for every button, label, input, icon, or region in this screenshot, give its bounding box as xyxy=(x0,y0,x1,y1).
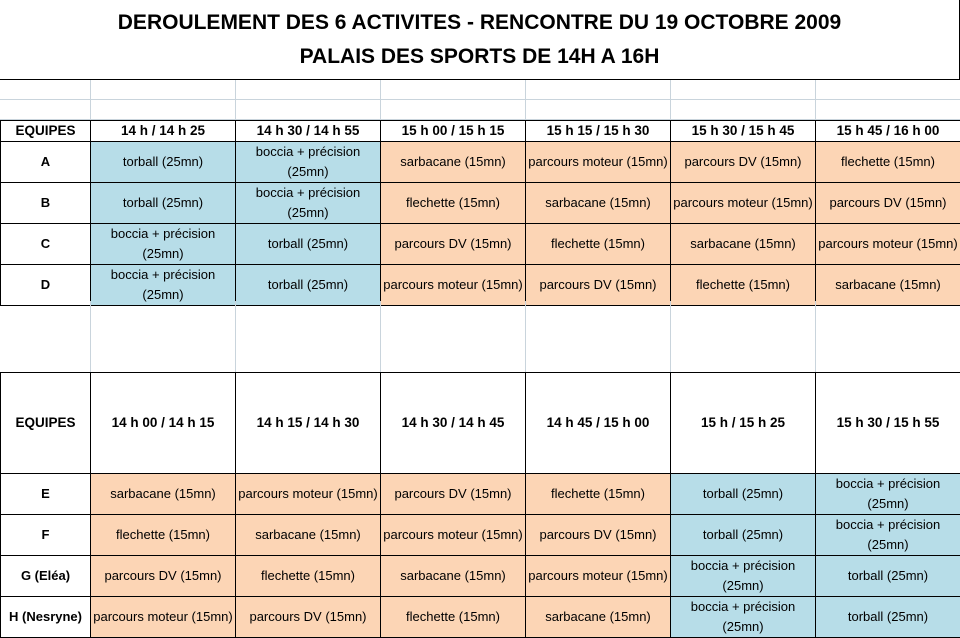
activity-cell: parcours DV (15mn) xyxy=(671,142,816,183)
table-row xyxy=(1,515,960,556)
activity-cell: sarbacane (15mn) xyxy=(526,183,671,224)
activity-cell: flechette (15mn) xyxy=(91,515,236,556)
activity-cell: sarbacane (15mn) xyxy=(526,597,671,638)
activity-cell: sarbacane (15mn) xyxy=(381,142,526,183)
activity-cell: sarbacane (15mn) xyxy=(671,224,816,265)
column-header-teams: EQUIPES xyxy=(1,373,91,474)
activity-cell: boccia + précision (25mn) xyxy=(236,183,381,224)
column-header-timeslot: 15 h 45 / 16 h 00 xyxy=(816,121,960,142)
activity-cell: parcours moteur (15mn) xyxy=(236,474,381,515)
activity-cell: parcours moteur (15mn) xyxy=(671,183,816,224)
empty-grid-spacer xyxy=(0,301,960,372)
activity-cell: parcours DV (15mn) xyxy=(91,556,236,597)
table-row xyxy=(1,183,960,224)
activity-cell: parcours DV (15mn) xyxy=(381,224,526,265)
schedule-table-1 xyxy=(0,120,960,306)
activity-cell: flechette (15mn) xyxy=(381,183,526,224)
column-header-timeslot: 15 h / 15 h 25 xyxy=(671,373,816,474)
activity-cell: sarbacane (15mn) xyxy=(381,556,526,597)
column-header-timeslot: 15 h 30 / 15 h 45 xyxy=(671,121,816,142)
table-row xyxy=(1,224,960,265)
activity-cell: torball (25mn) xyxy=(236,224,381,265)
team-label: G (Eléa) xyxy=(1,556,91,597)
column-header-timeslot: 14 h 15 / 14 h 30 xyxy=(236,373,381,474)
team-label: A xyxy=(1,142,91,183)
activity-cell: flechette (15mn) xyxy=(526,474,671,515)
activity-cell: torball (25mn) xyxy=(816,556,960,597)
document-title xyxy=(0,0,960,80)
table-row xyxy=(1,597,960,638)
table-row xyxy=(1,474,960,515)
column-header-timeslot: 15 h 30 / 15 h 55 xyxy=(816,373,960,474)
team-label: F xyxy=(1,515,91,556)
column-header-timeslot: 14 h 45 / 15 h 00 xyxy=(526,373,671,474)
title-line-1: DEROULEMENT DES 6 ACTIVITES - RENCONTRE DU 19 OCTOBRE 2009 xyxy=(118,6,841,40)
schedule-table-2 xyxy=(0,372,960,638)
team-label: C xyxy=(1,224,91,265)
empty-grid-rows xyxy=(0,80,960,120)
team-label: D xyxy=(1,265,91,306)
activity-cell: torball (25mn) xyxy=(671,474,816,515)
column-header-timeslot: 14 h 30 / 14 h 55 xyxy=(236,121,381,142)
activity-cell: parcours DV (15mn) xyxy=(526,265,671,306)
activity-cell: flechette (15mn) xyxy=(236,556,381,597)
activity-cell: torball (25mn) xyxy=(671,515,816,556)
activity-cell: boccia + précision (25mn) xyxy=(816,515,960,556)
header-row xyxy=(1,373,960,474)
activity-cell: torball (25mn) xyxy=(91,183,236,224)
column-header-timeslot: 15 h 15 / 15 h 30 xyxy=(526,121,671,142)
column-header-teams: EQUIPES xyxy=(1,121,91,142)
activity-cell: parcours moteur (15mn) xyxy=(526,556,671,597)
activity-cell: parcours DV (15mn) xyxy=(236,597,381,638)
activity-cell: flechette (15mn) xyxy=(816,142,960,183)
activity-cell: torball (25mn) xyxy=(91,142,236,183)
activity-cell: parcours DV (15mn) xyxy=(381,474,526,515)
column-header-timeslot: 14 h / 14 h 25 xyxy=(91,121,236,142)
activity-cell: parcours moteur (15mn) xyxy=(91,597,236,638)
column-header-timeslot: 14 h 30 / 14 h 45 xyxy=(381,373,526,474)
activity-cell: boccia + précision (25mn) xyxy=(91,224,236,265)
team-label: H (Nesryne) xyxy=(1,597,91,638)
header-row xyxy=(1,121,960,142)
activity-cell: parcours DV (15mn) xyxy=(526,515,671,556)
activity-cell: parcours DV (15mn) xyxy=(816,183,960,224)
title-line-2: PALAIS DES SPORTS DE 14H A 16H xyxy=(300,40,660,74)
activity-cell: sarbacane (15mn) xyxy=(91,474,236,515)
activity-cell: torball (25mn) xyxy=(816,597,960,638)
activity-cell: boccia + précision (25mn) xyxy=(91,265,236,306)
activity-cell: torball (25mn) xyxy=(236,265,381,306)
column-header-timeslot: 15 h 00 / 15 h 15 xyxy=(381,121,526,142)
table-row xyxy=(1,142,960,183)
activity-cell: flechette (15mn) xyxy=(671,265,816,306)
team-label: B xyxy=(1,183,91,224)
activity-cell: flechette (15mn) xyxy=(526,224,671,265)
activity-cell: parcours moteur (15mn) xyxy=(381,265,526,306)
activity-cell: sarbacane (15mn) xyxy=(816,265,960,306)
activity-cell: parcours moteur (15mn) xyxy=(526,142,671,183)
table-row xyxy=(1,556,960,597)
column-header-timeslot: 14 h 00 / 14 h 15 xyxy=(91,373,236,474)
activity-cell: flechette (15mn) xyxy=(381,597,526,638)
table-row xyxy=(1,265,960,306)
team-label: E xyxy=(1,474,91,515)
activity-cell: parcours moteur (15mn) xyxy=(816,224,960,265)
activity-cell: parcours moteur (15mn) xyxy=(381,515,526,556)
activity-cell: boccia + précision (25mn) xyxy=(671,597,816,638)
activity-cell: sarbacane (15mn) xyxy=(236,515,381,556)
activity-cell: boccia + précision (25mn) xyxy=(671,556,816,597)
activity-cell: boccia + précision (25mn) xyxy=(236,142,381,183)
activity-cell: boccia + précision (25mn) xyxy=(816,474,960,515)
